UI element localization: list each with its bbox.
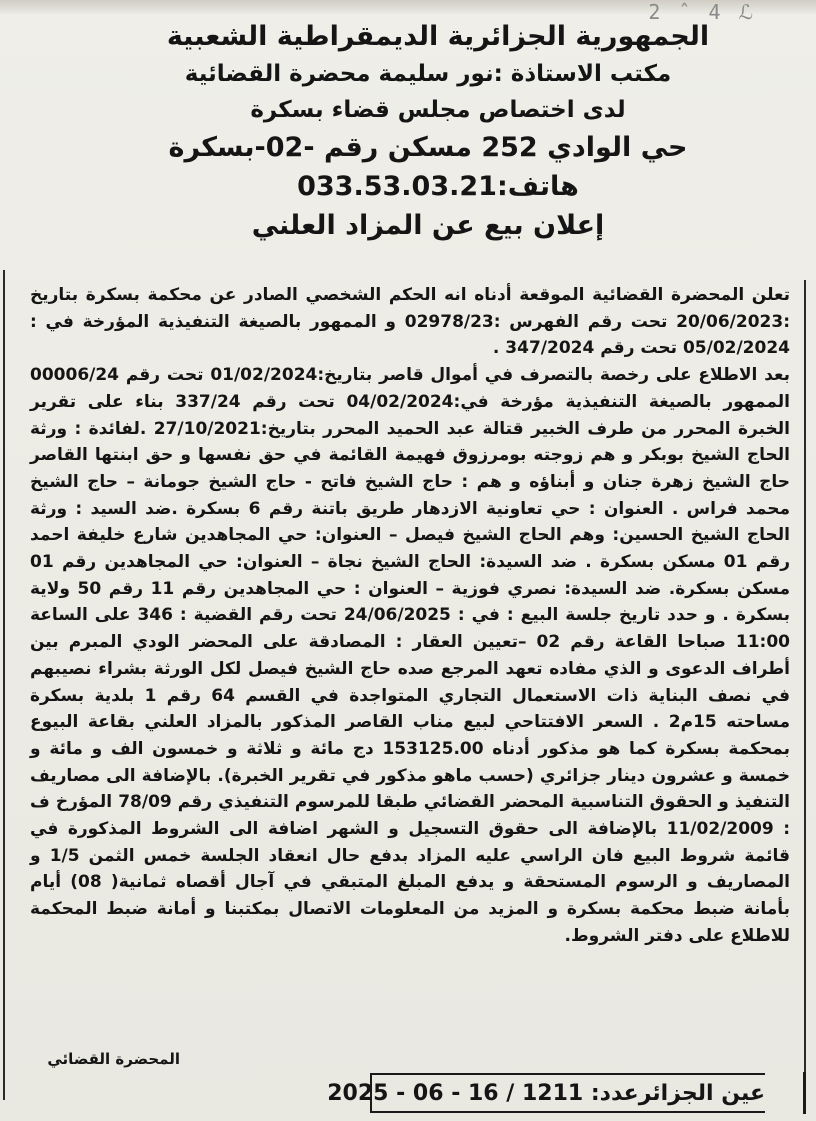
publication-reference-box: عين الجزائرعدد: 1211 / 16 - 06 - 2025 [370, 1073, 765, 1113]
republic-title: الجمهورية الجزائرية الديمقراطية الشعبية [166, 21, 710, 52]
notice-paragraph: بعد الاطلاع على رخصة بالتصرف في أموال قاصر بتاريخ:01/02/2024 تحت رقم 00006/24 الممهور بالصيغة التنفيذية مؤرخة في:04/02/2024 تحت رقم 337/24 بناء على تقرير الخبرة المحرر من طرف الخبير قتالة عبد الحميد المحرر بتاريخ:27/10/2021 .لفائدة : ورثة الحاج الشيخ بوبكر و هم زوجته بومرزوق فهيمة القائمة في حق نفسها و حق ابنتها القاصر حاج الشيخ زهرة جنان و أبناؤه و هم : حاج الشيخ فاتح - حاج الشيخ جومانة – حاج الشيخ محمد فراس . العنوان : حي تعاونية الازدهار طريق باتنة رقم 6 بسكرة .ضد السيد : ورثة الحاج الشيخ الحسين: وهم الحاج الشيخ فيصل – العنوان: حي المجاهدين شارع خليفة احمد رقم 01 مسكن بسكرة . ضد السيدة: الحاج الشيخ نجاة – العنوان: حي المجاهدين رقم 01 مسكن بسكرة. ضد السيدة: نصري فوزية – العنوان : حي المجاهدين رقم 11 رقم 50 ولاية بسكرة . و حدد تاريخ جلسة البيع : في : 24/06/2025 تحت رقم القضية : 346 على الساعة 11:00 صباحا القاعة رقم 02 –تعيين العقار : المصادقة على المحضر الودي المبرم بين أطراف الدعوى و الذي مفاده تعهد المرجع صده حاج الشيخ فيصل لكل الورثة بشراء نصيبهم في نصف البناية ذات الاستعمال التجاري المتواجدة في القسم 64 رقم 1 بلدية بسكرة مساحته 15م2 . السعر الافتتاحي لبيع مناب القاصر المذكور بالمزاد العلني بقاعة البيوع بمحكمة بسكرة كما هو مذكور أدناه 153125.00 دج مائة و ثلاثة و خمسون الف و مائة و خمسة و عشرون دينار جزائري (حسب ماهو مذكور في تقرير الخبرة). بالإضافة الى مصاريف التنفيذ و الحقوق التناسبية المحضر القضائي طبقا للمرسوم التنفيذي رقم 78/09 المؤرخ ف : 11/02/2009 بالإضافة الى حقوق التسجيل و الشهر اضافة الى الشروط المذكورة في قائمة شروط البيع فان الراسي عليه المزاد بدفع حال انعقاد الجلسة خمس الثمن 1/5 و المصاريف و الرسوم المستحقة و يدفع المبلغ المتبقي في آجال أقصاه ثمانية( 08) أيام بأمانة ضبط محكمة بسكرة و المزيد من المعلومات الاتصال بمكتبنا و أمانة ضبط المحكمة للاطلاع على دفتر الشروط. [30, 365, 791, 946]
reference-box-edge [803, 1072, 806, 1114]
notice-title: إعلان بيع عن المزاد العلني [251, 210, 605, 241]
office-address: حي الوادي 252 مسكن رقم -02-بسكرة [168, 132, 688, 163]
signature-label: المحضرة القضائي [47, 1050, 180, 1068]
jurisdiction-line: لدى اختصاص مجلس قضاء بسكرة [250, 97, 626, 123]
notice-body [30, 282, 790, 950]
office-name: مكتب الاستاذة :نور سليمة محضرة القضائية [184, 61, 672, 87]
office-phone: هاتف:033.53.03.21 [297, 171, 579, 202]
notice-header [0, 18, 816, 246]
handwritten-scribble: 2 ˆ 4 ℒ [648, 0, 756, 24]
notice-paragraph: تعلن المحضرة القضائية الموقعة أدناه انه الحكم الشخصي الصادر عن محكمة بسكرة بتاريخ :20/06/2023 تحت رقم الفهرس :02978/23 و الممهور بالصيغة التنفيذية المؤرخة في : 05/02/2024 تحت رقم 347/2024 . [30, 285, 790, 359]
left-border-line [3, 270, 5, 1100]
right-border-line [804, 280, 806, 1080]
